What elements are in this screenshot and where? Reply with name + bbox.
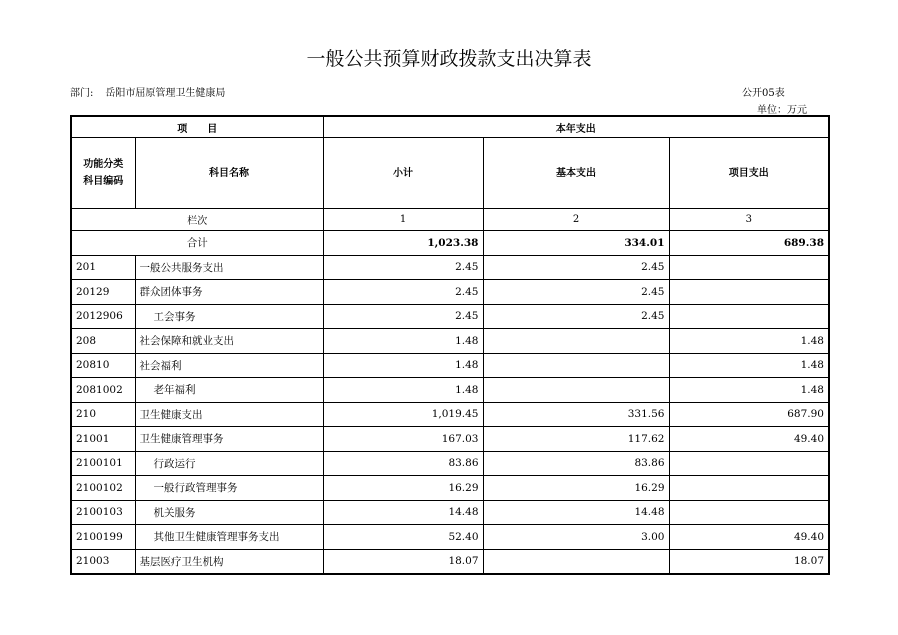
department-line <box>70 84 225 99</box>
row-basic: 83.86 <box>483 451 669 476</box>
row-subject-name: 一般行政管理事务 <box>135 476 323 501</box>
row-project <box>669 280 829 305</box>
row-subtotal: 1.48 <box>323 353 483 378</box>
header-project: 项目支出 <box>669 138 829 209</box>
row-subtotal: 83.86 <box>323 451 483 476</box>
form-number: 公开05表 <box>742 88 785 99</box>
row-basic: 3.00 <box>483 525 669 550</box>
row-code: 2100103 <box>71 500 135 525</box>
row-subject-name: 一般公共服务支出 <box>135 255 323 280</box>
row-code: 20129 <box>71 280 135 305</box>
row-project: 49.40 <box>669 427 829 452</box>
row-subtotal: 1,019.45 <box>323 402 483 427</box>
column-index-label: 栏次 <box>71 209 323 231</box>
row-code: 210 <box>71 402 135 427</box>
column-index-3: 3 <box>669 209 829 231</box>
total-basic: 334.01 <box>483 231 669 256</box>
row-basic: 117.62 <box>483 427 669 452</box>
row-project: 1.48 <box>669 378 829 403</box>
row-subtotal: 18.07 <box>323 549 483 574</box>
row-subtotal: 1.48 <box>323 378 483 403</box>
row-project: 18.07 <box>669 549 829 574</box>
row-basic <box>483 378 669 403</box>
row-subtotal: 1.48 <box>323 329 483 354</box>
row-code: 2081002 <box>71 378 135 403</box>
row-project: 1.48 <box>669 353 829 378</box>
row-code: 2012906 <box>71 304 135 329</box>
data-rows <box>71 255 829 574</box>
row-code: 208 <box>71 329 135 354</box>
row-subject-name: 社会保障和就业支出 <box>135 329 323 354</box>
header-item: 项 目 <box>71 116 323 138</box>
table-row <box>71 255 829 280</box>
row-subject-name: 卫生健康管理事务 <box>135 427 323 452</box>
row-subject-name: 其他卫生健康管理事务支出 <box>135 525 323 550</box>
row-subject-name: 机关服务 <box>135 500 323 525</box>
row-basic: 14.48 <box>483 500 669 525</box>
row-project: 1.48 <box>669 329 829 354</box>
column-index-row <box>71 209 829 231</box>
table-row <box>71 280 829 305</box>
total-subtotal: 1,023.38 <box>323 231 483 256</box>
table-row <box>71 353 829 378</box>
header-subject-name: 科目名称 <box>135 138 323 209</box>
row-basic: 2.45 <box>483 304 669 329</box>
table-row <box>71 329 829 354</box>
header-row-2 <box>71 138 829 209</box>
header-basic: 基本支出 <box>483 138 669 209</box>
row-project <box>669 304 829 329</box>
row-code: 20810 <box>71 353 135 378</box>
row-project <box>669 500 829 525</box>
table-row <box>71 402 829 427</box>
header-code-line1: 功能分类 <box>83 159 124 170</box>
header-code-line2: 科目编码 <box>83 176 124 187</box>
row-subject-name: 基层医疗卫生机构 <box>135 549 323 574</box>
table-row <box>71 500 829 525</box>
row-basic <box>483 353 669 378</box>
table-row <box>71 304 829 329</box>
row-code: 2100199 <box>71 525 135 550</box>
header-this-year: 本年支出 <box>323 116 829 138</box>
row-subject-name: 卫生健康支出 <box>135 402 323 427</box>
row-basic: 2.45 <box>483 255 669 280</box>
table-row <box>71 549 829 574</box>
page-title: 一般公共预算财政拨款支出决算表 <box>306 48 592 70</box>
row-code: 21001 <box>71 427 135 452</box>
row-basic: 331.56 <box>483 402 669 427</box>
column-index-1: 1 <box>323 209 483 231</box>
row-project: 687.90 <box>669 402 829 427</box>
row-code: 201 <box>71 255 135 280</box>
row-subject-name: 工会事务 <box>135 304 323 329</box>
row-project <box>669 476 829 501</box>
header-subtotal: 小计 <box>323 138 483 209</box>
row-basic <box>483 329 669 354</box>
row-project <box>669 255 829 280</box>
table-row <box>71 451 829 476</box>
row-basic: 2.45 <box>483 280 669 305</box>
table-row <box>71 427 829 452</box>
row-basic <box>483 549 669 574</box>
column-index-2: 2 <box>483 209 669 231</box>
row-project: 49.40 <box>669 525 829 550</box>
row-subtotal: 167.03 <box>323 427 483 452</box>
total-row <box>71 231 829 256</box>
table-row <box>71 476 829 501</box>
row-project <box>669 451 829 476</box>
row-subject-name: 行政运行 <box>135 451 323 476</box>
row-subtotal: 16.29 <box>323 476 483 501</box>
row-code: 21003 <box>71 549 135 574</box>
department-label: 部门: <box>70 88 94 99</box>
department-name: 岳阳市屈原管理卫生健康局 <box>105 88 226 99</box>
expenditure-table <box>70 115 830 575</box>
row-subtotal: 2.45 <box>323 304 483 329</box>
unit-label: 单位：万元 <box>757 105 807 116</box>
total-label: 合计 <box>71 231 323 256</box>
total-project: 689.38 <box>669 231 829 256</box>
row-subject-name: 社会福利 <box>135 353 323 378</box>
table-row <box>71 525 829 550</box>
table-row <box>71 378 829 403</box>
row-subtotal: 2.45 <box>323 255 483 280</box>
row-subtotal: 52.40 <box>323 525 483 550</box>
header-row-1 <box>71 116 829 138</box>
row-subject-name: 群众团体事务 <box>135 280 323 305</box>
row-subject-name: 老年福利 <box>135 378 323 403</box>
row-basic: 16.29 <box>483 476 669 501</box>
row-subtotal: 14.48 <box>323 500 483 525</box>
row-code: 2100101 <box>71 451 135 476</box>
row-code: 2100102 <box>71 476 135 501</box>
header-code <box>71 138 135 209</box>
row-subtotal: 2.45 <box>323 280 483 305</box>
